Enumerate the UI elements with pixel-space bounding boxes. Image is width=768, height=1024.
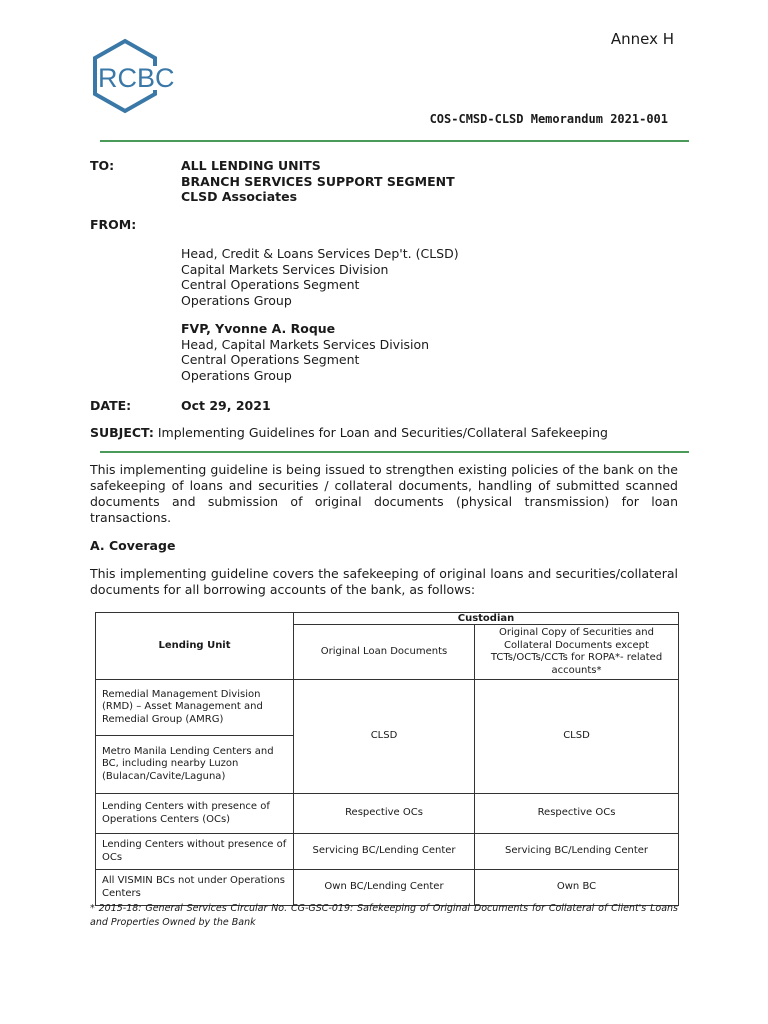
logo-text: RCBC	[98, 63, 175, 93]
merged-collateral-custodian: CLSD	[475, 680, 679, 794]
original-loan-docs-header: Original Loan Documents	[294, 625, 475, 680]
table-row	[96, 870, 679, 906]
annex-label: Annex H	[610, 30, 674, 48]
lending-unit-header: Lending Unit	[96, 613, 294, 680]
from-line: Head, Credit & Loans Services Dep't. (CLSD)	[181, 246, 459, 261]
table-row-loan: Own BC/Lending Center	[294, 870, 475, 906]
table-row-unit: Lending Centers with presence of Operations Centers (OCs)	[96, 794, 294, 834]
table-row-loan: Respective OCs	[294, 794, 475, 834]
hexagon-logo-icon	[92, 38, 188, 118]
table-row-unit: Metro Manila Lending Centers and BC, including nearby Luzon (Bulacan/Cavite/Laguna)	[96, 736, 294, 794]
merged-loan-custodian: CLSD	[294, 680, 475, 794]
to-line: BRANCH SERVICES SUPPORT SEGMENT	[181, 173, 455, 189]
subject-label: SUBJECT:	[90, 425, 154, 440]
rcbc-logo	[92, 38, 188, 118]
from-signatory-name: FVP, Yvonne A. Roque	[181, 321, 336, 336]
from-line: Head, Capital Markets Services Division	[181, 336, 430, 352]
table-row-collateral: Servicing BC/Lending Center	[475, 834, 679, 870]
table-row	[96, 834, 679, 870]
date-label: DATE:	[90, 398, 132, 413]
from-line: Operations Group	[181, 367, 292, 383]
memo-reference: COS-CMSD-CLSD Memorandum 2021-001	[429, 112, 668, 126]
from-block-2	[181, 321, 429, 383]
from-label: FROM:	[90, 217, 137, 232]
custodian-table	[95, 612, 679, 906]
collateral-docs-header: Original Copy of Securities and Collateral Documents except TCTs/OCTs/CCTs for ROPA*- related accounts*	[475, 625, 679, 680]
to-line: CLSD Associates	[181, 189, 298, 204]
from-line: Operations Group	[181, 292, 292, 308]
table-row-collateral: Own BC	[475, 870, 679, 906]
footnote: * 2015-18: General Services Circular No. CG-GSC-019: Safekeeping of Original Documents for Collateral of Client's Loans and Properties Owned by the Bank	[90, 903, 678, 928]
table-row	[96, 794, 679, 834]
to-label: TO:	[90, 158, 115, 173]
table-row-unit: Lending Centers without presence of OCs	[96, 834, 294, 870]
from-line: Central Operations Segment	[181, 277, 360, 292]
subject-line	[90, 425, 608, 440]
table-row-unit: Remedial Management Division (RMD) – Asset Management and Remedial Group (AMRG)	[96, 680, 294, 736]
section-a-text: This implementing guideline covers the safekeeping of original loans and securities/collateral documents for all borrowing accounts of the bank, as follows:	[90, 566, 678, 597]
from-line: Capital Markets Services Division	[181, 261, 389, 277]
subject-value: Implementing Guidelines for Loan and Securities/Collateral Safekeeping	[157, 425, 608, 440]
table-row-loan: Servicing BC/Lending Center	[294, 834, 475, 870]
table-row-collateral: Respective OCs	[475, 794, 679, 834]
to-recipients	[181, 158, 455, 205]
custodian-header: Custodian	[294, 613, 679, 625]
to-line: ALL LENDING UNITS	[181, 158, 321, 173]
intro-paragraph: This implementing guideline is being issued to strengthen existing policies of the bank on the safekeeping of loans and securities / collateral documents, handling of submitted scanned documents and submission of original documents (physical transmission) for loan transactions.	[90, 462, 678, 525]
subject-divider	[100, 451, 689, 453]
from-line: Central Operations Segment	[181, 352, 360, 367]
table-row-unit: All VISMIN BCs not under Operations Centers	[96, 870, 294, 906]
section-a-heading: A. Coverage	[90, 538, 176, 553]
header-divider	[100, 140, 689, 142]
date-value: Oct 29, 2021	[181, 398, 271, 413]
from-block-1	[181, 246, 459, 308]
